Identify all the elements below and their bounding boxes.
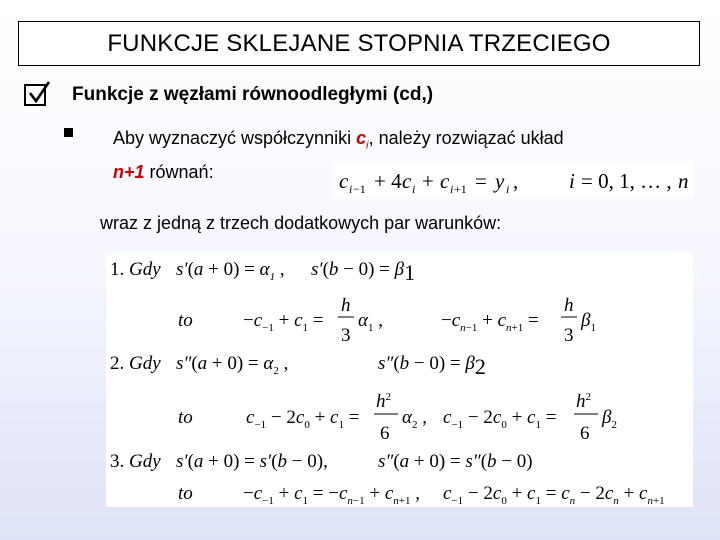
svg-text:i: i bbox=[412, 182, 416, 196]
svg-text:,: , bbox=[513, 169, 519, 193]
system-range bbox=[569, 169, 689, 193]
svg-text:c: c bbox=[440, 169, 450, 193]
svg-text:+: + bbox=[422, 169, 434, 193]
svg-text:s′(a + 0) = α1 ,: $s'(a + 0) = \alpha_1$ , bbox=[176, 259, 285, 283]
square-bullet-icon bbox=[64, 128, 73, 137]
svg-text:2. Gdy: 2. Gdy bbox=[110, 353, 161, 374]
svg-text:= 0, 1, … ,: = 0, 1, … , bbox=[581, 169, 672, 193]
system-equation bbox=[333, 163, 693, 199]
svg-text:=: = bbox=[475, 169, 487, 193]
svg-text:h2: $h^2$ bbox=[576, 391, 591, 412]
para-end-text: równań: bbox=[144, 161, 214, 182]
svg-text:3: 3 bbox=[341, 325, 351, 346]
para-intro-text: Aby wyznaczyć współczynniki bbox=[113, 128, 357, 148]
slide-title: FUNKCJE SKLEJANE STOPNIA TRZECIEGO bbox=[107, 29, 611, 57]
svg-text:α2 ,: $\alpha_2$ , bbox=[402, 407, 427, 431]
condition-1 bbox=[110, 259, 596, 346]
svg-text:s′(b − 0) = β1: s′(b − 0) = β1 bbox=[311, 259, 416, 285]
svg-text:−cn−1 + cn+1 =: $-c_n-1 + c_n+1$ = bbox=[441, 310, 539, 334]
svg-text:β1: $\beta_1$ bbox=[581, 310, 596, 334]
svg-text:i: i bbox=[506, 182, 510, 196]
svg-text:6: 6 bbox=[580, 423, 590, 444]
svg-text:s″(b − 0) = β2: s″(b − 0) = β2 bbox=[378, 353, 486, 379]
svg-text:h2: $h^2$ bbox=[376, 391, 391, 412]
svg-text:s′(a + 0) = s′(b − 0),: s′(a + 0) = s′(b − 0), bbox=[176, 451, 328, 472]
system-lhs bbox=[339, 169, 518, 196]
svg-text:−c−1 + c1 =: $-c_{-1} + c_1$ = bbox=[243, 310, 324, 334]
condition-2 bbox=[110, 353, 617, 444]
conditions-block bbox=[106, 253, 693, 507]
para-mid-text: , należy rozwiązać układ bbox=[368, 128, 564, 148]
coef-symbol: c bbox=[356, 128, 367, 148]
svg-text:α1 ,: $\alpha_1$ , bbox=[358, 310, 383, 334]
svg-text:h: h bbox=[341, 295, 351, 316]
svg-text:+1: +1 bbox=[454, 182, 467, 196]
svg-text:c: c bbox=[402, 169, 412, 193]
svg-text:s″(a + 0) = s″(b − 0): s″(a + 0) = s″(b − 0) bbox=[378, 451, 533, 472]
svg-text:c: c bbox=[339, 169, 349, 193]
svg-text:to: to bbox=[178, 310, 193, 331]
svg-text:n: n bbox=[678, 169, 689, 193]
coef-subscript: i bbox=[366, 139, 369, 152]
svg-text:i: i bbox=[569, 169, 575, 193]
title-box bbox=[18, 21, 700, 66]
svg-text:3: 3 bbox=[564, 325, 574, 346]
svg-text:c−1 − 2c0 + c1 =: $c_{-1} - 2c_0 + c_1$ = bbox=[443, 407, 557, 431]
svg-text:to: to bbox=[178, 483, 193, 504]
svg-text:−c−1 + c1 = −cn−1 + cn+1 ,: $-c_{-1} + c_1 = -c_n-1 + c_n+1$ , bbox=[243, 483, 420, 507]
svg-text:c−1 − 2c0 + c1 = cn − 2cn + cn: $c_{-1} - 2c_0 + c_1 = c_n - 2c_n + c_n+1$ bbox=[443, 483, 665, 507]
svg-text:3. Gdy: 3. Gdy bbox=[110, 451, 161, 472]
n-plus-one: n+1 bbox=[113, 161, 145, 182]
paragraph-conditions: wraz z jedną z trzech dodatkowych par warunków: bbox=[100, 213, 502, 233]
section-heading: Funkcje z węzłami równoodległymi (cd,) bbox=[72, 84, 434, 105]
svg-text:h: h bbox=[564, 295, 574, 316]
svg-text:s″(a + 0) = α2 ,: $s''(a + 0) = \alpha_2$ , bbox=[176, 353, 289, 377]
svg-text:c−1 − 2c0 + c1 =: $c_{-1} - 2c_0 + c_1$ = bbox=[246, 407, 360, 431]
condition-3 bbox=[110, 451, 665, 507]
svg-text:β2: $\beta_2$ bbox=[602, 407, 617, 431]
svg-text:1. Gdy: 1. Gdy bbox=[110, 259, 161, 280]
svg-text:to: to bbox=[178, 407, 193, 428]
svg-text:y: y bbox=[495, 169, 505, 193]
checkbox-bullet-icon bbox=[24, 84, 46, 106]
svg-text:+ 4: + 4 bbox=[374, 169, 402, 193]
svg-text:i: i bbox=[349, 182, 353, 196]
svg-text:i: i bbox=[450, 182, 454, 196]
svg-text:−1: −1 bbox=[353, 182, 366, 196]
svg-text:6: 6 bbox=[380, 423, 390, 444]
